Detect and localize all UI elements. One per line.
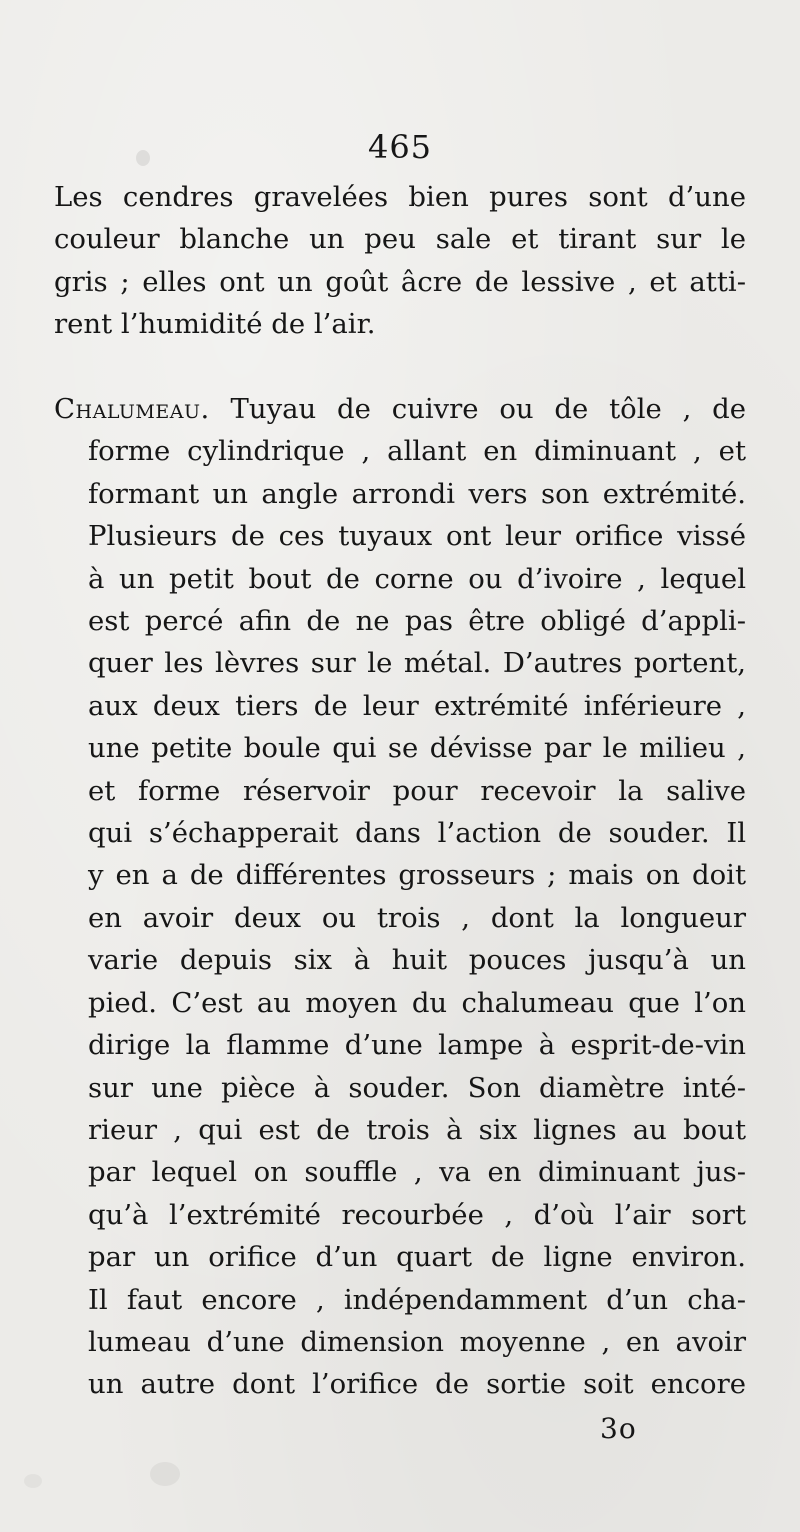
text-line: rent l’humidité de l’air. <box>54 308 376 341</box>
text-line: dirige la flamme d’une lampe à esprit-de-vin <box>88 1029 746 1062</box>
text-line: Il faut encore , indépendamment d’un cha- <box>88 1283 746 1316</box>
text-line: quer les lèvres sur le métal. D’autres portent, <box>88 647 746 680</box>
text-line: qu’à l’extrémité recourbée , d’où l’air sort <box>88 1198 746 1231</box>
signature-mark: 3o <box>600 1412 637 1445</box>
text-line: en avoir deux ou trois , dont la longueur <box>88 901 746 934</box>
text-line: rieur , qui est de trois à six lignes au bout <box>88 1113 746 1146</box>
text-line: un autre dont l’orifice de sortie soit encore <box>88 1368 746 1401</box>
text-line: est percé afin de ne pas être obligé d’appli- <box>88 605 746 638</box>
text-line: une petite boule qui se dévisse par le milieu , <box>88 732 746 765</box>
text-line: qui s’échapperait dans l’action de souder. Il <box>88 817 746 850</box>
text-line: y en a de différentes grosseurs ; mais on doit <box>88 859 746 892</box>
text-line: forme cylindrique , allant en diminuant , et <box>88 435 746 468</box>
paragraph-cendres <box>54 176 746 346</box>
text-line: Les cendres gravelées bien pures sont d’une <box>54 181 746 213</box>
text-line: et forme réservoir pour recevoir la salive <box>88 774 746 807</box>
text-line: sur une pièce à souder. Son diamètre inté- <box>88 1071 746 1104</box>
text-line: couleur blanche un peu sale et tirant sur le <box>54 223 746 256</box>
entry-first-line <box>54 388 746 430</box>
paragraph-chalumeau <box>54 388 746 1406</box>
text-line: gris ; elles ont un goût âcre de lessive , et atti- <box>54 265 746 298</box>
text-line: varie depuis six à huit pouces jusqu’à un <box>88 944 746 977</box>
text-line: formant un angle arrondi vers son extrémité. <box>88 477 746 510</box>
text-line: lumeau d’une dimension moyenne , en avoir <box>88 1325 746 1358</box>
text-line: aux deux tiers de leur extrémité inférieure , <box>88 689 746 722</box>
page-number: 465 <box>367 128 433 166</box>
text-line: Plusieurs de ces tuyaux ont leur orifice vissé <box>88 520 746 553</box>
entry-term: Chalumeau. <box>54 393 210 425</box>
text-line: pied. C’est au moyen du chalumeau que l’on <box>88 986 746 1019</box>
ink-stain <box>24 1474 42 1488</box>
text-line: à un petit bout de corne ou d’ivoire , lequel <box>88 562 746 595</box>
ink-stain <box>150 1462 180 1486</box>
text-line: par un orifice d’un quart de ligne environ. <box>88 1241 746 1274</box>
text-line: par lequel on souffle , va en diminuant jus- <box>88 1156 746 1189</box>
entry-first-line-text: Tuyau de cuivre ou de tôle , de <box>209 393 746 425</box>
